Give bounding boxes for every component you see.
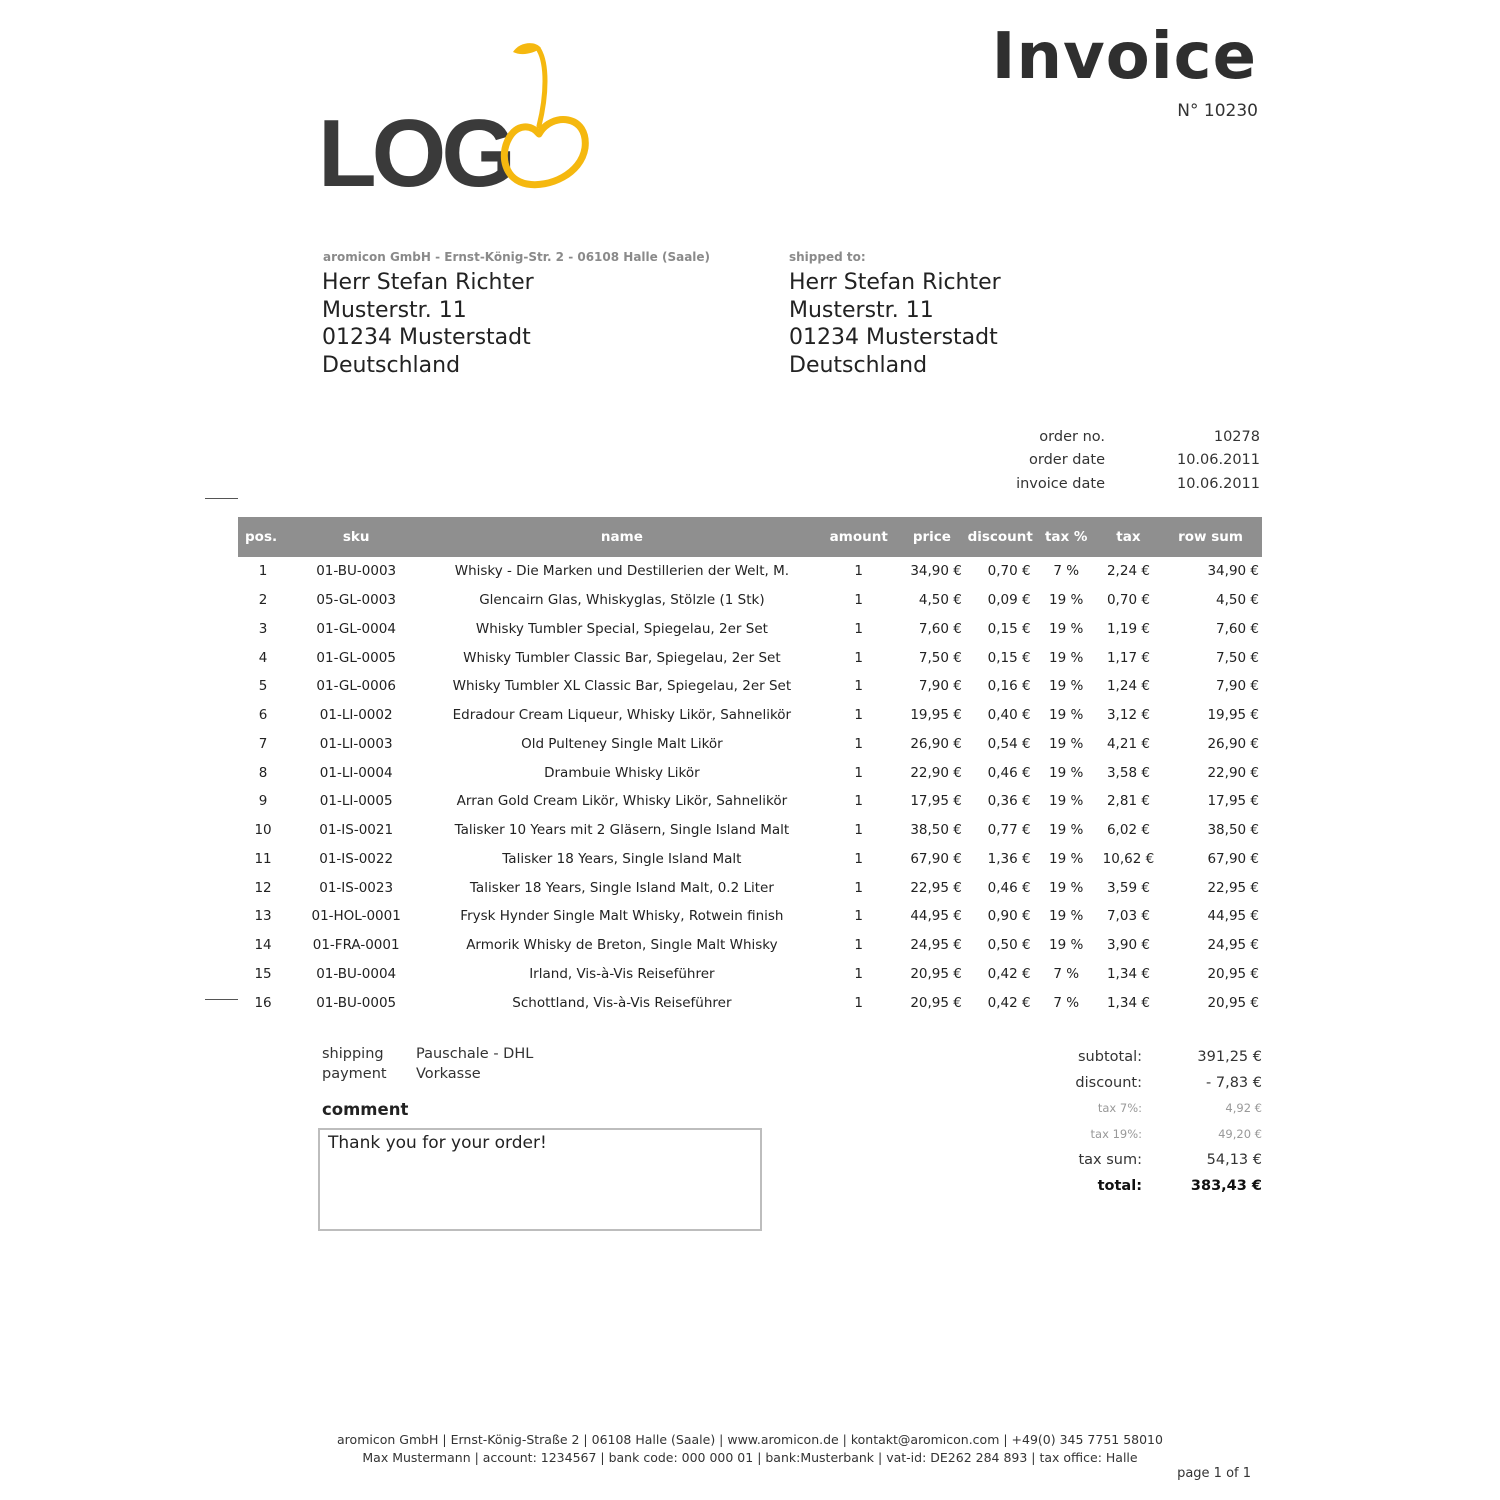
shipping-method-row	[322, 1044, 533, 1064]
cell-amount: 1	[854, 649, 864, 666]
totals-value: - 7,83 €	[1206, 1074, 1262, 1091]
table-row	[238, 557, 1262, 586]
cell-discount: 0,40 €	[987, 707, 1031, 724]
cell-sku: 01-GL-0004	[316, 620, 396, 637]
cell-row-sum: 20,95 €	[1207, 994, 1259, 1011]
cell-sku: 01-BU-0005	[316, 994, 397, 1011]
cell-row-sum: 26,90 €	[1207, 735, 1259, 752]
shipping-name: Herr Stefan Richter	[789, 270, 1001, 295]
cell-name: Whisky Tumbler Classic Bar, Spiegelau, 2er Set	[463, 649, 781, 666]
cell-pos: 6	[258, 707, 268, 724]
meta-row-invoice-date	[945, 472, 1260, 496]
fold-mark-top	[205, 498, 238, 499]
meta-value: 10.06.2011	[1176, 452, 1260, 469]
cell-pos: 11	[254, 850, 272, 867]
totals-label: tax sum:	[1078, 1152, 1142, 1169]
cherry-icon	[493, 38, 593, 193]
cell-name: Schottland, Vis-à-Vis Reiseführer	[512, 994, 732, 1011]
cell-pos: 1	[258, 563, 268, 580]
totals-value: 4,92 €	[1225, 1101, 1262, 1116]
cell-amount: 1	[854, 678, 864, 695]
cell-tax: 1,24 €	[1106, 678, 1150, 695]
totals-row	[942, 1070, 1262, 1096]
cell-tax: 4,21 €	[1106, 735, 1150, 752]
table-row	[238, 988, 1262, 1017]
invoice-number: N° 10230	[1177, 101, 1258, 121]
cell-pos: 12	[254, 879, 272, 896]
cell-tax-percent: 19 %	[1049, 592, 1084, 609]
cell-sku: 01-FRA-0001	[312, 937, 400, 954]
cell-sku: 01-IS-0023	[319, 879, 394, 896]
cell-row-sum: 22,95 €	[1207, 879, 1259, 896]
cell-pos: 14	[254, 937, 272, 954]
cell-discount: 0,42 €	[987, 965, 1031, 982]
shipped-to-label: shipped to:	[789, 250, 866, 264]
cell-pos: 7	[258, 735, 268, 752]
cell-pos: 15	[254, 965, 272, 982]
cell-amount: 1	[854, 879, 864, 896]
table-row	[238, 701, 1262, 730]
totals-row	[942, 1096, 1262, 1122]
delivery-info	[322, 1044, 533, 1084]
cell-tax-percent: 7 %	[1053, 563, 1080, 580]
cell-price: 22,95 €	[910, 879, 962, 896]
cell-price: 34,90 €	[910, 563, 962, 580]
shipping-country: Deutschland	[789, 352, 928, 378]
cell-sku: 01-LI-0003	[319, 735, 393, 752]
cell-price: 24,95 €	[910, 937, 962, 954]
cell-row-sum: 4,50 €	[1216, 592, 1259, 609]
cell-pos: 5	[258, 678, 268, 695]
col-header-tax-percent: tax %	[1035, 517, 1098, 557]
cell-pos: 3	[258, 620, 268, 637]
cell-discount: 0,36 €	[987, 793, 1031, 810]
cell-price: 20,95 €	[910, 965, 962, 982]
cell-tax-percent: 7 %	[1053, 965, 1080, 982]
cell-tax-percent: 19 %	[1049, 879, 1084, 896]
cell-name: Talisker 18 Years, Single Island Malt	[502, 850, 742, 867]
cell-name: Drambuie Whisky Likör	[544, 764, 700, 781]
cell-tax: 2,24 €	[1106, 563, 1150, 580]
cell-row-sum: 44,95 €	[1207, 908, 1259, 925]
billing-name: Herr Stefan Richter	[322, 270, 534, 295]
payment-method-value: Vorkasse	[416, 1066, 481, 1082]
cell-discount: 0,77 €	[987, 822, 1031, 839]
cell-discount: 0,15 €	[987, 620, 1031, 637]
cell-pos: 10	[254, 822, 272, 839]
cell-tax-percent: 19 %	[1049, 678, 1084, 695]
meta-label: order date	[1029, 452, 1105, 469]
cell-price: 38,50 €	[910, 822, 962, 839]
col-header-tax: tax	[1098, 517, 1159, 557]
cell-sku: 01-GL-0005	[316, 649, 396, 666]
totals-label: discount:	[1075, 1074, 1142, 1091]
cell-row-sum: 7,50 €	[1216, 649, 1259, 666]
cell-sku: 01-GL-0006	[316, 678, 396, 695]
cell-pos: 16	[254, 994, 272, 1011]
table-row	[238, 586, 1262, 615]
footer-bank-line: Max Mustermann | account: 1234567 | bank code: 000 000 01 | bank:Musterbank | vat-id: DE262 284 893 | tax office: Halle	[362, 1450, 1138, 1465]
order-meta	[945, 425, 1260, 496]
cell-row-sum: 7,60 €	[1216, 620, 1259, 637]
cell-tax-percent: 19 %	[1049, 649, 1084, 666]
cell-tax: 3,90 €	[1106, 937, 1150, 954]
cell-sku: 01-HOL-0001	[311, 908, 401, 925]
col-header-amount: amount	[820, 517, 898, 557]
table-row	[238, 816, 1262, 845]
cell-name: Whisky Tumbler Special, Spiegelau, 2er Set	[475, 620, 768, 637]
cell-discount: 0,54 €	[987, 735, 1031, 752]
totals-row	[942, 1121, 1262, 1147]
meta-row-order-date	[945, 449, 1260, 473]
col-header-row-sum: row sum	[1159, 517, 1262, 557]
totals-label: tax 19%:	[1090, 1127, 1142, 1142]
meta-label: invoice date	[1016, 475, 1105, 492]
shipping-city: 01234 Musterstadt	[789, 325, 998, 350]
col-header-pos: pos.	[238, 517, 288, 557]
col-header-name: name	[424, 517, 819, 557]
col-header-price: price	[898, 517, 966, 557]
cell-tax: 6,02 €	[1106, 822, 1150, 839]
totals-value: 54,13 €	[1206, 1152, 1262, 1169]
cell-pos: 2	[258, 592, 268, 609]
cell-amount: 1	[854, 592, 864, 609]
cell-tax: 1,34 €	[1106, 994, 1150, 1011]
cell-row-sum: 34,90 €	[1207, 563, 1259, 580]
totals-row	[942, 1044, 1262, 1070]
cell-sku: 01-LI-0004	[319, 764, 393, 781]
cell-tax-percent: 19 %	[1049, 908, 1084, 925]
cell-amount: 1	[854, 908, 864, 925]
cell-amount: 1	[854, 850, 864, 867]
totals-label: tax 7%:	[1097, 1101, 1142, 1116]
table-row	[238, 902, 1262, 931]
billing-country: Deutschland	[322, 352, 461, 378]
cell-amount: 1	[854, 735, 864, 752]
table-row	[238, 758, 1262, 787]
totals-value: 49,20 €	[1218, 1127, 1262, 1142]
cell-tax: 3,59 €	[1106, 879, 1150, 896]
cell-price: 67,90 €	[910, 850, 962, 867]
totals-value: 383,43 €	[1190, 1177, 1262, 1194]
cell-name: Old Pulteney Single Malt Likör	[521, 735, 723, 752]
cell-discount: 0,70 €	[987, 563, 1031, 580]
payment-method-row	[322, 1064, 533, 1084]
cell-row-sum: 38,50 €	[1207, 822, 1259, 839]
cell-row-sum: 17,95 €	[1207, 793, 1259, 810]
cell-name: Whisky - Die Marken und Destillerien der Welt, M.	[454, 563, 790, 580]
cell-price: 7,60 €	[918, 620, 962, 637]
cell-price: 26,90 €	[910, 735, 962, 752]
cell-name: Edradour Cream Liqueur, Whisky Likör, Sahnelikör	[452, 707, 792, 724]
footer-company-line: aromicon GmbH | Ernst-König-Straße 2 | 06108 Halle (Saale) | www.aromicon.de | kontakt@aromicon.com | +49(0) 345 7751 58010	[337, 1432, 1163, 1447]
table-row	[238, 787, 1262, 816]
cell-price: 7,50 €	[918, 649, 962, 666]
cell-sku: 01-BU-0003	[316, 563, 397, 580]
meta-value: 10278	[1213, 428, 1260, 445]
cell-tax-percent: 19 %	[1049, 735, 1084, 752]
cell-sku: 01-IS-0021	[319, 822, 394, 839]
table-row	[238, 643, 1262, 672]
cell-tax: 3,12 €	[1106, 707, 1150, 724]
cell-tax: 10,62 €	[1102, 850, 1155, 867]
cell-amount: 1	[854, 965, 864, 982]
meta-row-order-no	[945, 425, 1260, 449]
table-row	[238, 615, 1262, 644]
cell-price: 44,95 €	[910, 908, 962, 925]
cell-tax: 0,70 €	[1106, 592, 1150, 609]
cell-row-sum: 7,90 €	[1216, 678, 1259, 695]
cell-row-sum: 67,90 €	[1207, 850, 1259, 867]
totals-label: subtotal:	[1078, 1048, 1142, 1065]
totals-row	[942, 1147, 1262, 1173]
billing-city: 01234 Musterstadt	[322, 325, 531, 350]
cell-pos: 8	[258, 764, 268, 781]
cell-tax: 1,17 €	[1106, 649, 1150, 666]
comment-label: comment	[322, 1100, 409, 1119]
cell-amount: 1	[854, 822, 864, 839]
shipping-method-label: shipping	[322, 1046, 384, 1062]
cell-row-sum: 24,95 €	[1207, 937, 1259, 954]
cell-name: Whisky Tumbler XL Classic Bar, Spiegelau, 2er Set	[452, 678, 792, 695]
payment-method-label: payment	[322, 1066, 387, 1082]
cell-sku: 01-LI-0002	[319, 707, 393, 724]
cell-tax: 1,34 €	[1106, 965, 1150, 982]
table-row	[238, 730, 1262, 759]
cell-name: Arran Gold Cream Likör, Whisky Likör, Sahnelikör	[456, 793, 788, 810]
totals-value: 391,25 €	[1197, 1048, 1262, 1065]
table-header-row	[238, 517, 1262, 557]
cell-name: Talisker 10 Years mit 2 Gläsern, Single Island Malt	[454, 822, 790, 839]
shipping-method-value: Pauschale - DHL	[416, 1046, 534, 1062]
col-header-sku: sku	[288, 517, 424, 557]
cell-price: 20,95 €	[910, 994, 962, 1011]
table-row	[238, 960, 1262, 989]
cell-tax-percent: 19 %	[1049, 850, 1084, 867]
sender-line: aromicon GmbH - Ernst-König-Str. 2 - 06108 Halle (Saale)	[323, 250, 711, 264]
cell-discount: 0,15 €	[987, 649, 1031, 666]
cell-amount: 1	[854, 937, 864, 954]
billing-address	[322, 269, 534, 379]
cell-sku: 05-GL-0003	[316, 592, 396, 609]
fold-mark-bottom	[205, 999, 238, 1000]
cell-sku: 01-LI-0005	[319, 793, 393, 810]
cell-name: Glencairn Glas, Whiskyglas, Stölzle (1 Stk)	[479, 592, 765, 609]
billing-street: Musterstr. 11	[322, 297, 467, 323]
shipping-street: Musterstr. 11	[789, 297, 934, 323]
page-number: page 1 of 1	[1177, 1466, 1251, 1481]
cell-tax-percent: 19 %	[1049, 822, 1084, 839]
cell-amount: 1	[854, 707, 864, 724]
cell-pos: 13	[254, 908, 272, 925]
cell-sku: 01-IS-0022	[319, 850, 394, 867]
table-row	[238, 931, 1262, 960]
cell-amount: 1	[854, 563, 864, 580]
cell-name: Armorik Whisky de Breton, Single Malt Whisky	[466, 937, 778, 954]
table-row	[238, 672, 1262, 701]
invoice-title: Invoice	[991, 20, 1257, 94]
footer	[0, 1431, 1500, 1467]
cell-discount: 0,90 €	[987, 908, 1031, 925]
comment-box: Thank you for your order!	[318, 1128, 762, 1231]
meta-label: order no.	[1039, 428, 1105, 445]
cell-discount: 0,16 €	[987, 678, 1031, 695]
cell-row-sum: 20,95 €	[1207, 965, 1259, 982]
cell-discount: 0,42 €	[987, 994, 1031, 1011]
cell-pos: 4	[258, 649, 268, 666]
table-body	[238, 557, 1262, 1017]
cell-discount: 0,50 €	[987, 937, 1031, 954]
cell-name: Frysk Hynder Single Malt Whisky, Rotwein finish	[460, 908, 784, 925]
table-row	[238, 845, 1262, 874]
cell-amount: 1	[854, 620, 864, 637]
cell-price: 22,90 €	[910, 764, 962, 781]
cell-tax-percent: 19 %	[1049, 620, 1084, 637]
items-table	[238, 517, 1262, 1017]
cell-tax-percent: 19 %	[1049, 937, 1084, 954]
cell-amount: 1	[854, 994, 864, 1011]
cell-tax-percent: 19 %	[1049, 793, 1084, 810]
meta-value: 10.06.2011	[1176, 475, 1260, 492]
company-logo	[318, 38, 598, 207]
cell-tax: 1,19 €	[1106, 620, 1150, 637]
cell-tax-percent: 19 %	[1049, 707, 1084, 724]
cell-price: 4,50 €	[918, 592, 962, 609]
cell-pos: 9	[258, 793, 268, 810]
cell-discount: 1,36 €	[987, 850, 1031, 867]
cell-tax: 7,03 €	[1106, 908, 1150, 925]
cell-price: 19,95 €	[910, 707, 962, 724]
cell-tax-percent: 19 %	[1049, 764, 1084, 781]
cell-discount: 0,46 €	[987, 764, 1031, 781]
col-header-discount: discount	[966, 517, 1035, 557]
cell-row-sum: 19,95 €	[1207, 707, 1259, 724]
cell-tax: 3,58 €	[1106, 764, 1150, 781]
cell-discount: 0,46 €	[987, 879, 1031, 896]
shipping-address	[789, 269, 1001, 379]
cell-tax-percent: 7 %	[1053, 994, 1080, 1011]
cell-tax: 2,81 €	[1106, 793, 1150, 810]
totals-label: total:	[1097, 1177, 1142, 1194]
cell-amount: 1	[854, 793, 864, 810]
cell-amount: 1	[854, 764, 864, 781]
cell-row-sum: 22,90 €	[1207, 764, 1259, 781]
cell-name: Talisker 18 Years, Single Island Malt, 0.2 Liter	[469, 879, 774, 896]
cell-sku: 01-BU-0004	[316, 965, 397, 982]
logo-text: LOG	[318, 100, 511, 207]
totals-block	[942, 1044, 1262, 1199]
table-row	[238, 873, 1262, 902]
cell-discount: 0,09 €	[987, 592, 1031, 609]
cell-price: 17,95 €	[910, 793, 962, 810]
cell-name: Irland, Vis-à-Vis Reiseführer	[529, 965, 715, 982]
totals-row	[942, 1173, 1262, 1199]
cell-price: 7,90 €	[918, 678, 962, 695]
